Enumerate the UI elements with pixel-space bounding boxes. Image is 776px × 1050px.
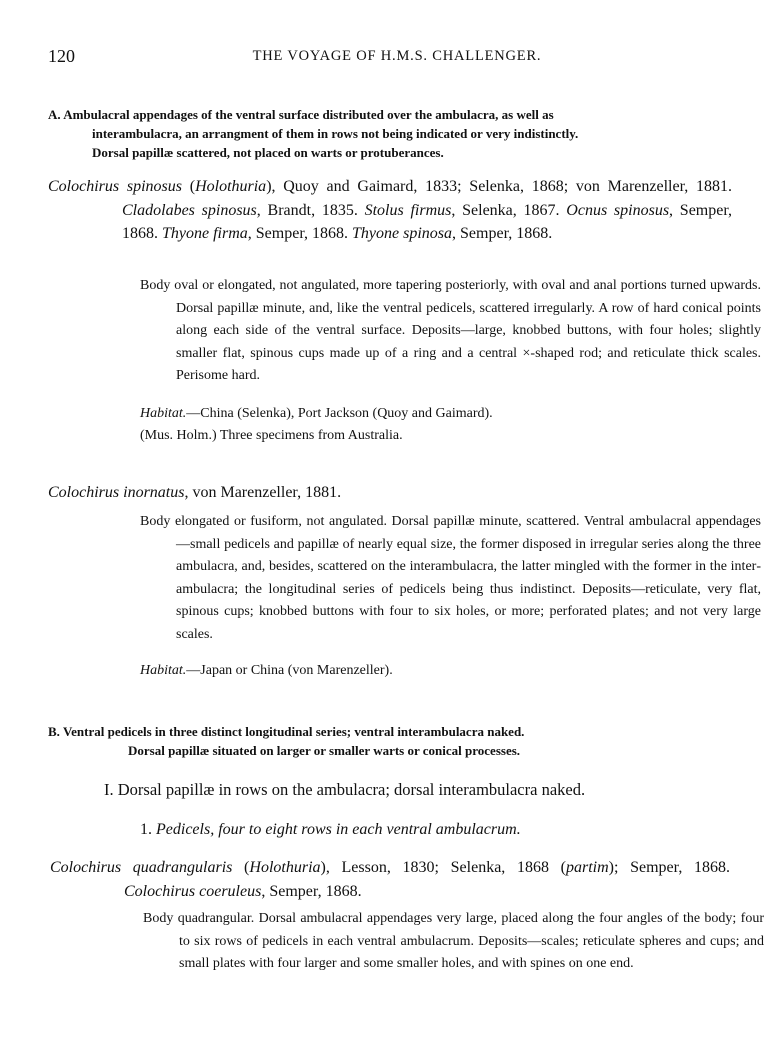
section-a-line-3: Dorsal papillæ scattered, not placed on warts or protuberances.	[92, 145, 444, 160]
species-3-description: Body quadrangular. Dorsal ambulacral appendages very large, placed along the four angles of the body; four to six rows of pedicels in each ventral ambulacrum. Deposits—scales; reticulate spheres and cups; and small plates with four larger and some smaller holes, and with spines on one end.	[143, 911, 764, 972]
section-a-line-2: interambulacra, an arrangment of them in rows not being indicated or very indistinctly.	[92, 126, 579, 141]
page-header	[48, 46, 746, 70]
habitat-text: —China (Selenka), Port Jackson (Quoy and Gaimard).	[186, 406, 493, 421]
running-title: THE VOYAGE OF H.M.S. CHALLENGER.	[252, 48, 542, 64]
synonym-name: Colochirus coeruleus	[124, 882, 262, 900]
synonymy-text: ), Quoy and Gaimard, 1833; Selenka, 1868; von Marenzeller, 1881.	[266, 178, 733, 195]
synonym-name: Cladolabes spinosus	[122, 201, 257, 219]
species-1-name: Colochirus spinosus	[48, 178, 182, 195]
section-b-label: B.	[48, 724, 60, 739]
section-a-heading	[48, 105, 748, 162]
synonymy-text: , Selenka, 1867.	[451, 201, 567, 219]
species-1-synonymy	[48, 175, 732, 246]
species-1-habitat	[140, 403, 493, 425]
synonym-name: Stolus firmus	[364, 201, 452, 219]
section-b-heading	[48, 722, 748, 760]
species-3-synonymy	[50, 856, 730, 903]
synonym-name: partim	[565, 859, 609, 876]
synonym-name: Ocnus spinosus	[566, 201, 670, 219]
synonymy-text: , von Marenzeller, 1881.	[184, 484, 342, 501]
species-2-description: Body elongated or fusiform, not angulated. Dorsal papillæ minute, scattered. Ventral ambulacral appendages—small pedicels and papillæ of nearly equal size, the former disposed in irregular series along the three ambulacra, and, besides, scattered on the interambulacra, the latter mingled with the former in the interambulacra; the longitudinal series of pedicels being thus indistinct. Deposits—reticulate, very flat, spinous cups; knobbed buttons with four to six holes, or more; perforated plates; and not very large scales.	[140, 514, 761, 642]
synonymy-text: ), Lesson, 1830; Selenka, 1868 (	[320, 859, 566, 876]
section-a-label: A.	[48, 107, 61, 122]
species-2-synonymy	[48, 481, 732, 505]
species-1-description: Body oval or elongated, not angulated, more tapering posteriorly, with oval and anal portions turned upwards. Dorsal papillæ minute, and, like the ventral pedicels, scattered irregularly. A row of hard conical points along each side of the ventral surface. Deposits—large, knobbed buttons, with four holes; slightly smaller flat, spinous cups made up of a ring and a central ×-shaped rod; and reticulate thick scales. Perisome hard.	[140, 278, 761, 384]
subsubsection-text: Pedicels, four to eight rows in each ventral ambulacrum.	[156, 821, 521, 838]
synonymy-text: ); Semper, 1868.	[608, 859, 731, 876]
synonym-name: Thyone firma	[162, 225, 248, 242]
habitat-text: —Japan or China (von Marenzeller).	[186, 663, 393, 678]
synonym-name: Holothuria	[249, 859, 321, 876]
page-number: 120	[48, 46, 75, 66]
habitat-label: Habitat.	[140, 663, 187, 678]
subsection-heading: I. Dorsal papillæ in rows on the ambulacra; dorsal interambulacra naked.	[104, 780, 586, 799]
habitat-label: Habitat.	[140, 406, 187, 421]
subsubsection-heading	[140, 819, 521, 841]
species-2-habitat	[140, 660, 393, 682]
synonym-name: Holothuria	[195, 178, 267, 195]
synonymy-text: , Semper, 1868.	[122, 201, 733, 242]
synonymy-text: (	[232, 859, 250, 876]
synonymy-text: , Semper, 1868.	[261, 882, 362, 900]
section-b-line-1: Ventral pedicels in three distinct longitudinal series; ventral interambulacra naked.	[62, 724, 525, 739]
species-3-name: Colochirus quadrangularis	[50, 859, 233, 876]
synonymy-text: , Brandt, 1835.	[256, 201, 365, 219]
synonymy-text: (	[181, 178, 196, 195]
synonymy-text: , Semper, 1868.	[247, 225, 353, 242]
section-b-line-2: Dorsal papillæ situated on larger or smaller warts or conical processes.	[128, 743, 521, 758]
synonym-name: Thyone spinosa	[352, 225, 453, 242]
synonymy-text: , Semper, 1868.	[452, 225, 553, 242]
subsubsection-number: 1.	[140, 821, 156, 838]
species-1-specimens: (Mus. Holm.) Three specimens from Australia.	[140, 428, 403, 443]
species-2-name: Colochirus inornatus	[48, 484, 185, 501]
section-a-line-1: Ambulacral appendages of the ventral surface distributed over the ambulacra, as well as	[63, 107, 554, 122]
